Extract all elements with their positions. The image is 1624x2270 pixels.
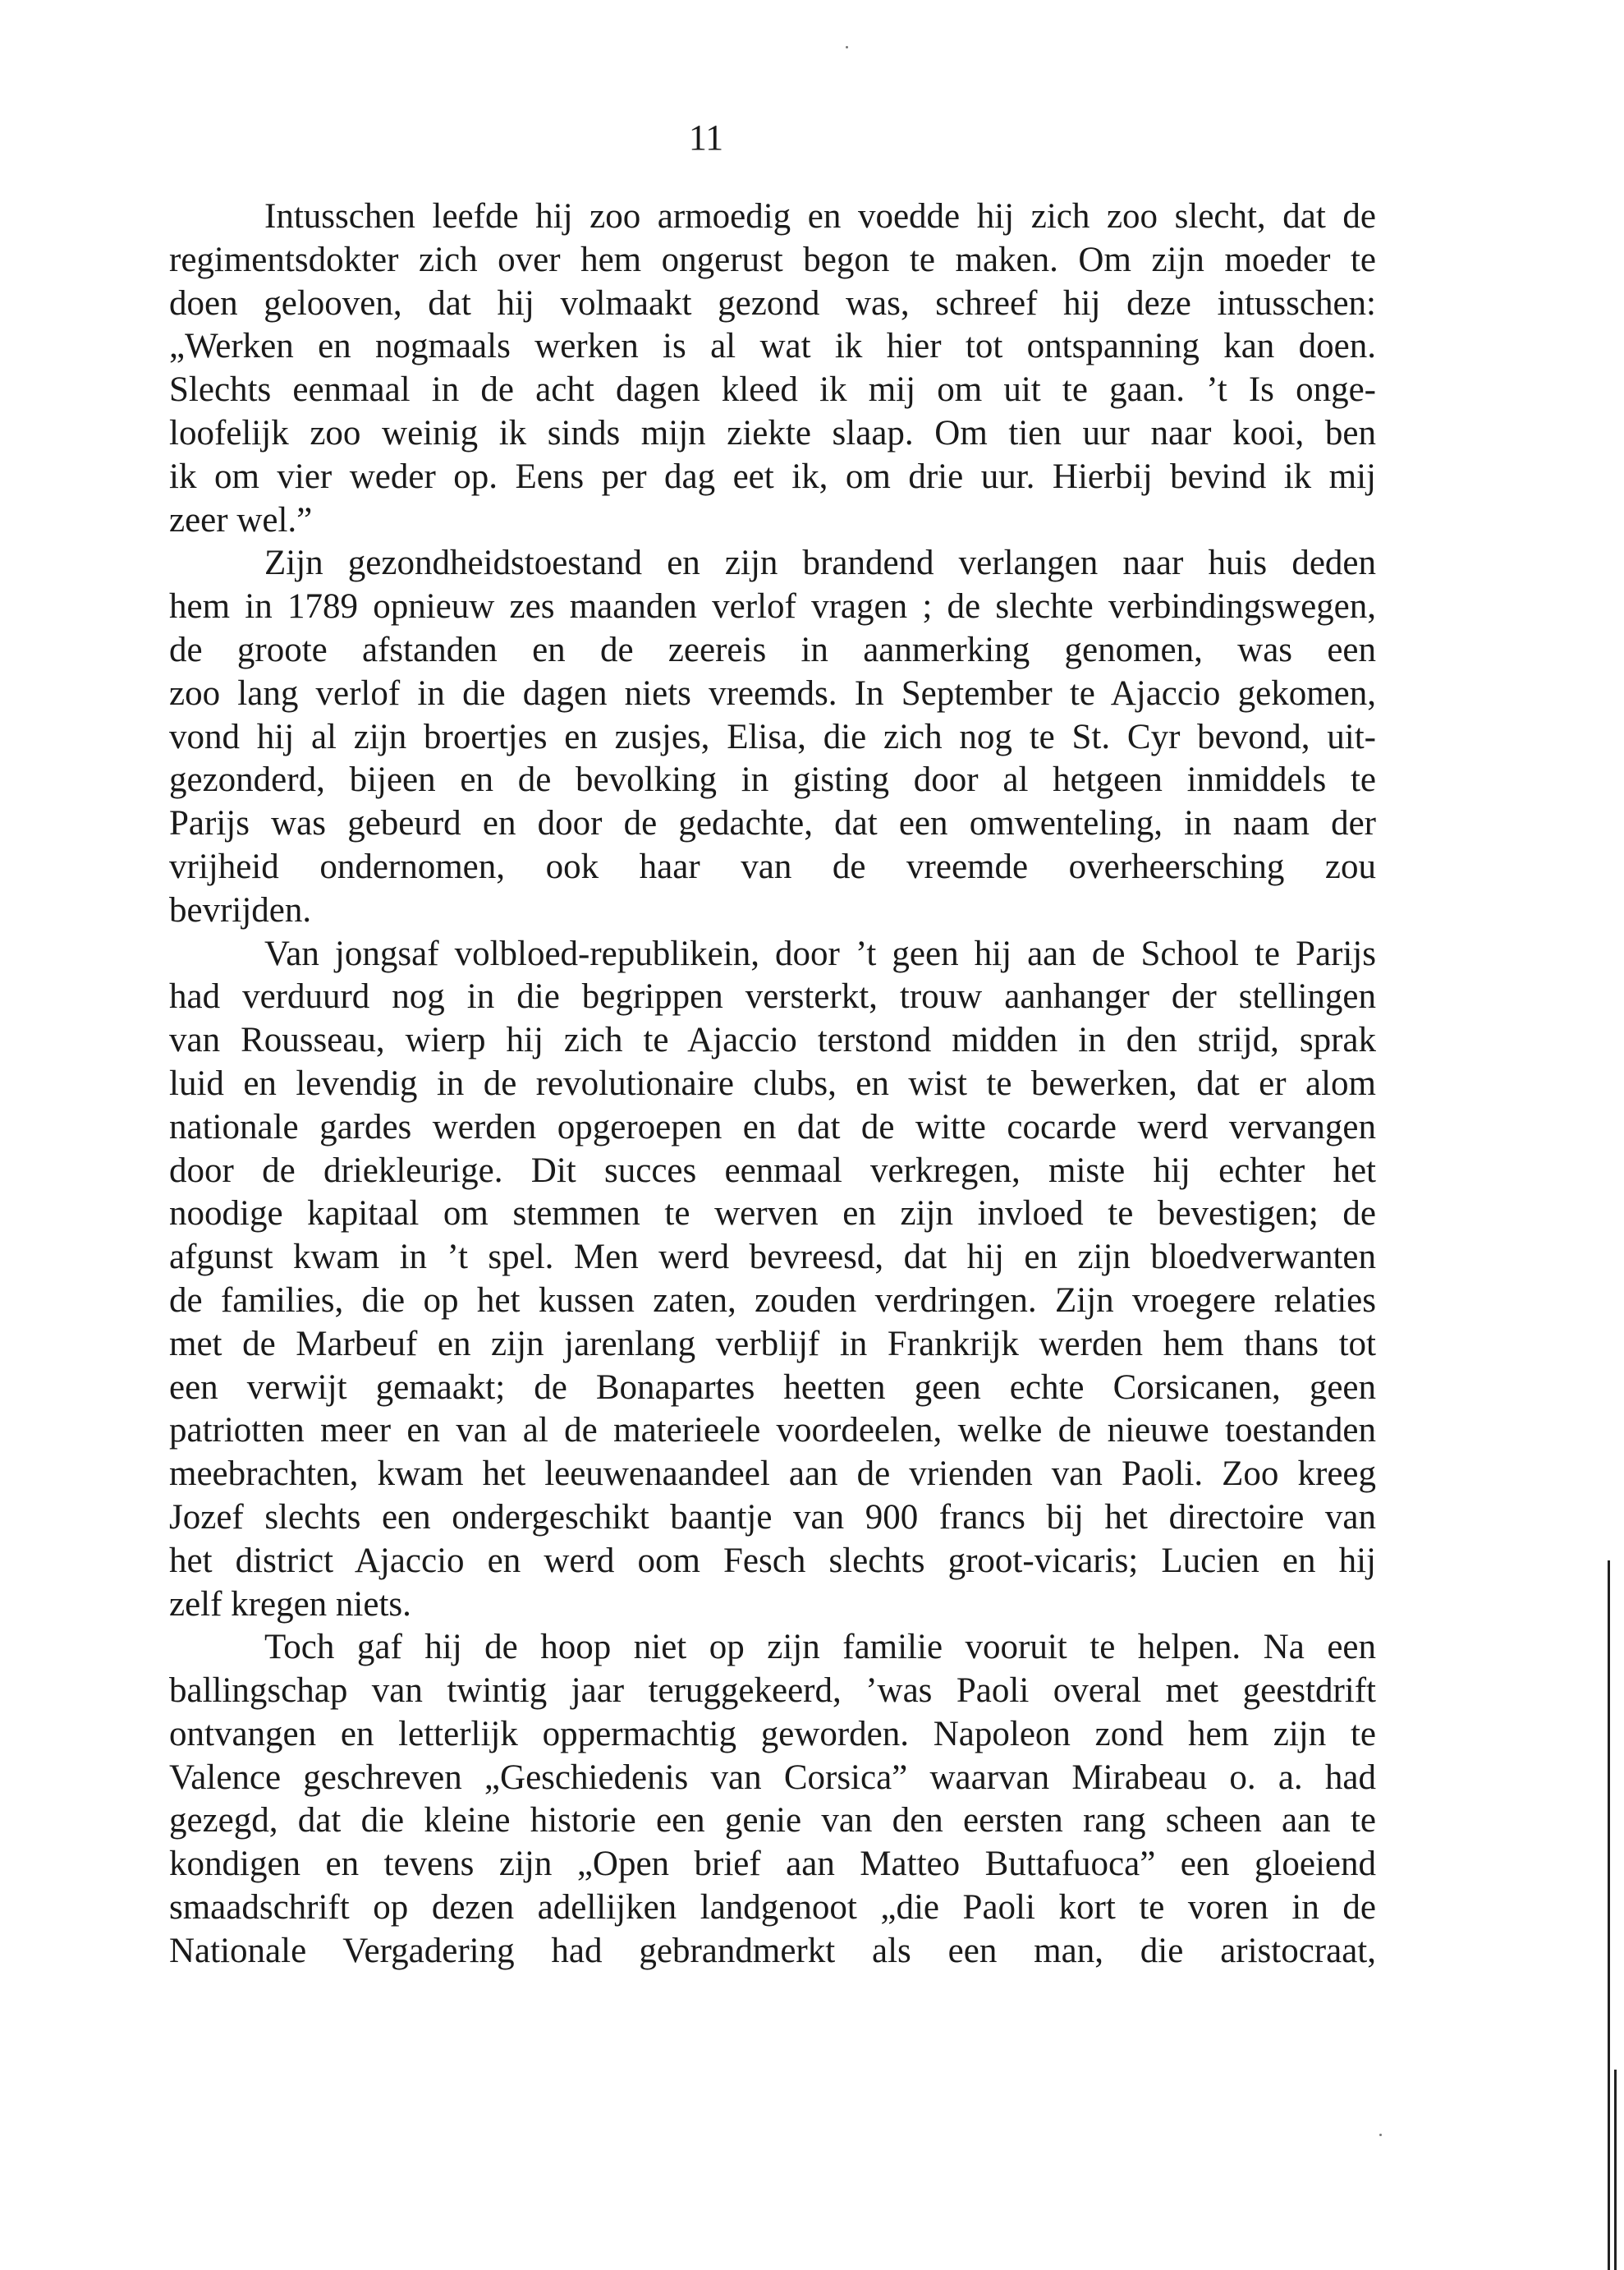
text-line: Slechts eenmaal in de acht dagen kleed ik mij om uit te gaan. ’t Is onge- xyxy=(169,370,1376,410)
scan-edge-mark xyxy=(1614,2070,1617,2270)
text-line: de groote afstanden en de zeereis in aanmerking genomen, was een xyxy=(169,630,1376,669)
text-line: Nationale Vergadering had gebrandmerkt als een man, die aristocraat, xyxy=(169,1931,1376,1970)
text-line: ballingschap van twintig jaar teruggekeerd, ’was Paoli overal met geestdrift xyxy=(169,1671,1376,1711)
text-line: van Rousseau, wierp hij zich te Ajaccio terstond midden in den strijd, sprak xyxy=(169,1021,1376,1060)
scan-speck xyxy=(1379,2134,1382,2136)
text-line: een verwijt gemaakt; de Bonapartes heetten geen echte Corsicanen, geen xyxy=(169,1367,1376,1407)
text-line: kondigen en tevens zijn „Open brief aan Matteo Buttafuoca” een gloeiend xyxy=(169,1845,1376,1884)
text-line: bevrijden. xyxy=(169,890,312,930)
text-line: noodige kapitaal om stemmen te werven en zijn invloed te bevestigen; de xyxy=(169,1194,1376,1234)
text-line: Zijn gezondheidstoestand en zijn brandend verlangen naar huis deden xyxy=(264,544,1376,583)
text-line: „Werken en nogmaals werken is al wat ik hier tot ontspanning kan doen. xyxy=(169,327,1376,366)
body-text xyxy=(169,195,1376,1974)
text-line: meebrachten, kwam het leeuwenaandeel aan de vrienden van Paoli. Zoo kreeg xyxy=(169,1454,1376,1494)
text-line: Intusschen leefde hij zoo armoedig en voedde hij zich zoo slecht, dat de xyxy=(264,197,1376,236)
text-line: met de Marbeuf en zijn jarenlang verblijf in Frankrijk werden hem thans tot xyxy=(169,1324,1376,1363)
page-number: 11 xyxy=(688,117,724,158)
text-line: zelf kregen niets. xyxy=(169,1584,411,1624)
text-line: ontvangen en letterlijk oppermachtig geworden. Napoleon zond hem zijn te xyxy=(169,1714,1376,1753)
text-line: zoo lang verlof in die dagen niets vreemds. In September te Ajaccio gekomen, xyxy=(169,673,1376,713)
scan-speck xyxy=(846,46,848,48)
text-line: hem in 1789 opnieuw zes maanden verlof vragen ; de slechte verbindingswegen, xyxy=(169,587,1376,627)
text-line: vond hij al zijn broertjes en zusjes, Elisa, die zich nog te St. Cyr bevond, uit- xyxy=(169,717,1376,756)
text-line: de families, die op het kussen zaten, zouden verdringen. Zijn vroegere relaties xyxy=(169,1280,1376,1320)
text-line: nationale gardes werden opgeroepen en dat de witte cocarde werd vervangen xyxy=(169,1107,1376,1146)
text-line: zeer wel.” xyxy=(169,500,313,540)
text-line: gezonderd, bijeen en de bevolking in gisting door al hetgeen inmiddels te xyxy=(169,760,1376,800)
text-line: Valence geschreven „Geschiedenis van Corsica” waarvan Mirabeau o. a. had xyxy=(169,1758,1376,1797)
text-line: loofelijk zoo weinig ik sinds mijn ziekte slaap. Om tien uur naar kooi, ben xyxy=(169,413,1376,453)
text-line: regimentsdokter zich over hem ongerust begon te maken. Om zijn moeder te xyxy=(169,240,1376,279)
text-line: het district Ajaccio en werd oom Fesch slechts groot-vicaris; Lucien en hij xyxy=(169,1541,1376,1580)
text-line: doen gelooven, dat hij volmaakt gezond was, schreef hij deze intusschen: xyxy=(169,283,1376,323)
text-line: luid en levendig in de revolutionaire clubs, en wist te bewerken, dat er alom xyxy=(169,1064,1376,1103)
text-line: patriotten meer en van al de materieele voordeelen, welke de nieuwe toestanden xyxy=(169,1411,1376,1450)
text-line: ik om vier weder op. Eens per dag eet ik, om drie uur. Hierbij bevind ik mij xyxy=(169,457,1376,496)
scan-edge-mark xyxy=(1608,1560,1610,2270)
text-line: Parijs was gebeurd en door de gedachte, dat een omwenteling, in naam der xyxy=(169,804,1376,843)
text-line: afgunst kwam in ’t spel. Men werd bevreesd, dat hij en zijn bloedverwanten xyxy=(169,1238,1376,1277)
text-line: vrijheid ondernomen, ook haar van de vreemde overheersching zou xyxy=(169,847,1376,886)
text-line: gezegd, dat die kleine historie een genie van den eersten rang scheen aan te xyxy=(169,1801,1376,1840)
text-line: door de driekleurige. Dit succes eenmaal verkregen, miste hij echter het xyxy=(169,1151,1376,1190)
text-line: smaadschrift op dezen adellijken landgenoot „die Paoli kort te voren in de xyxy=(169,1888,1376,1928)
text-line: Jozef slechts een ondergeschikt baantje van 900 francs bij het directoire van xyxy=(169,1497,1376,1537)
text-line: Van jongsaf volbloed-republikein, door ’t geen hij aan de School te Parijs xyxy=(264,934,1376,973)
text-line: Toch gaf hij de hoop niet op zijn familie vooruit te helpen. Na een xyxy=(264,1628,1376,1667)
text-line: had verduurd nog in die begrippen versterkt, trouw aanhanger der stellingen xyxy=(169,977,1376,1017)
